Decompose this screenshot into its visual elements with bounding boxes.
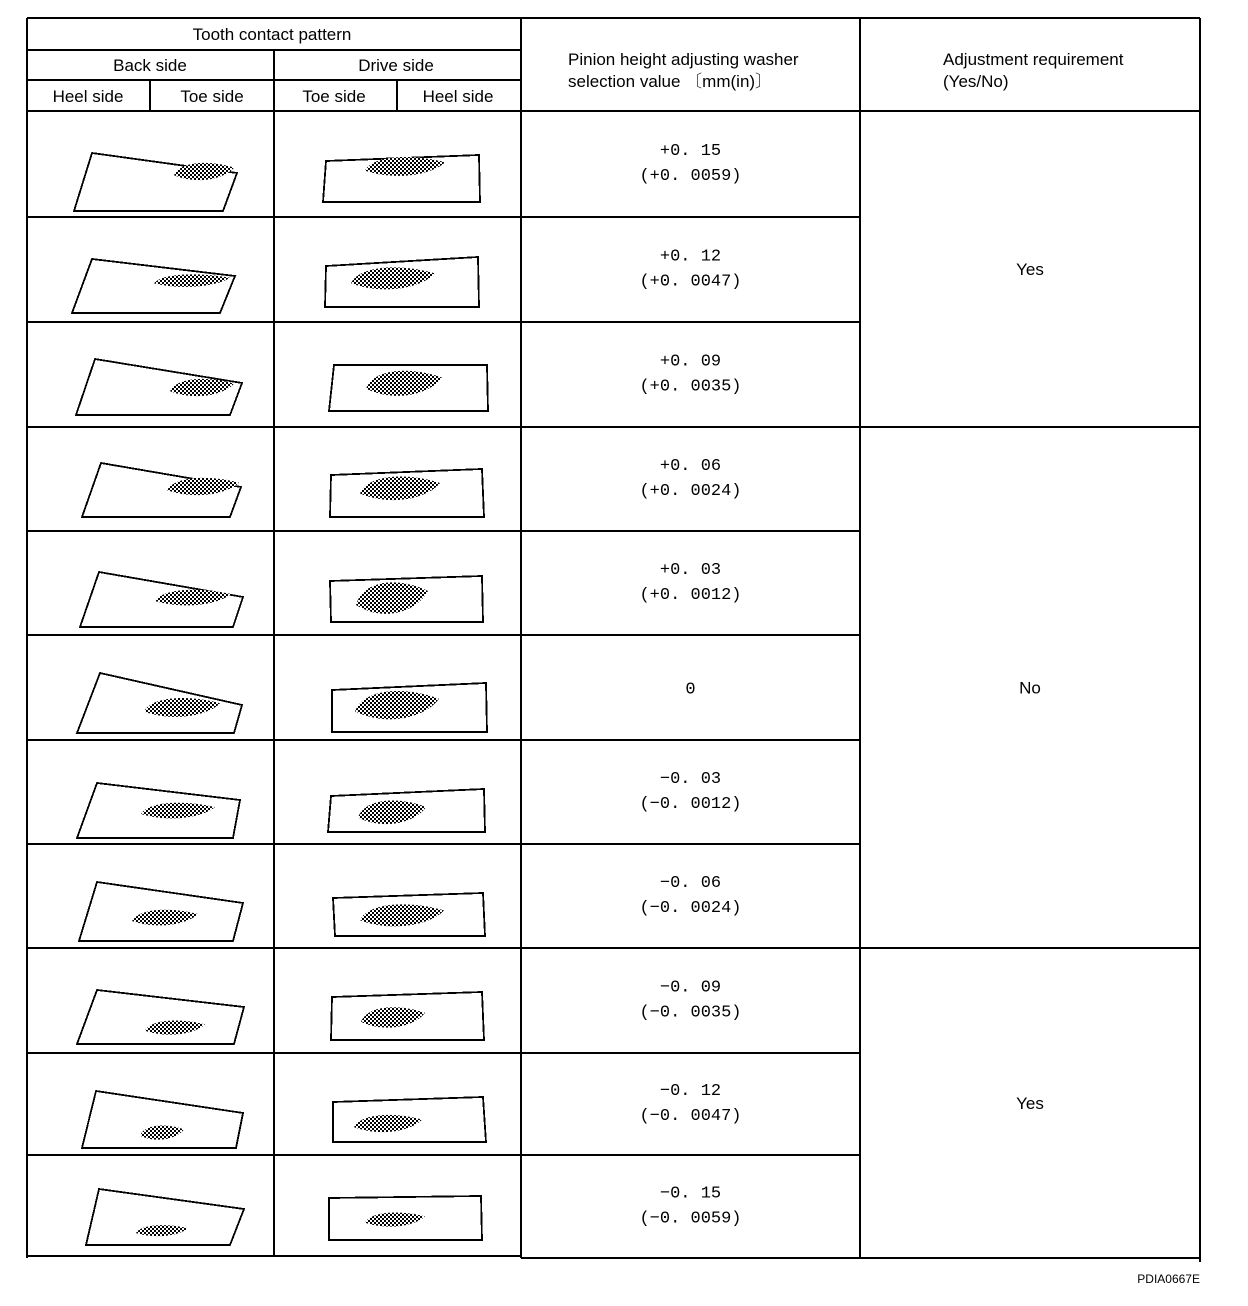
- header-tooth-contact-pattern: Tooth contact pattern: [192, 25, 352, 44]
- washer-value-mm: −0. 15: [659, 1184, 722, 1204]
- drive-side-contact-diagram-8: [333, 893, 485, 936]
- drive-side-contact-diagram-2: [325, 257, 479, 307]
- header-back-heel-side: Heel side: [52, 87, 124, 106]
- figure-code: PDIA0667E: [1137, 1272, 1200, 1286]
- header-back-side: Back side: [113, 56, 187, 75]
- washer-value-mm: +0. 12: [659, 247, 722, 267]
- washer-value-in: (−0. 0035): [639, 1003, 742, 1023]
- washer-value-mm: +0. 15: [659, 142, 722, 161]
- contact-pattern-diagrams: [72, 153, 488, 1245]
- washer-value-in: (−0. 0047): [639, 1107, 742, 1126]
- washer-value-in: (+0. 0024): [639, 482, 742, 501]
- back-side-contact-diagram-7: [77, 783, 240, 838]
- back-side-contact-diagram-5: [80, 572, 243, 627]
- adjustment-label-2: No: [1019, 678, 1041, 698]
- washer-value-in: (+0. 0059): [639, 167, 742, 186]
- washer-value-mm: −0. 09: [659, 978, 722, 998]
- back-side-contact-diagram-2: [72, 259, 235, 313]
- drive-side-contact-diagram-11: [329, 1196, 482, 1240]
- back-side-tooth-outline: [72, 259, 235, 313]
- drive-side-contact-diagram-10: [333, 1097, 486, 1142]
- header-washer-line2: selection value 〔mm(in)〕: [568, 72, 773, 91]
- drive-side-contact-diagram-4: [330, 469, 484, 517]
- header-drive-side: Drive side: [358, 56, 434, 75]
- washer-value-in: (−0. 0024): [639, 899, 742, 918]
- washer-value-mm: +0. 09: [659, 352, 722, 372]
- drive-side-contact-diagram-9: [331, 992, 484, 1040]
- back-side-tooth-outline: [86, 1189, 244, 1245]
- washer-value-in: (+0. 0047): [639, 272, 742, 292]
- drive-side-contact-diagram-5: [330, 576, 483, 622]
- back-side-contact-diagram-3: [76, 359, 242, 415]
- back-side-contact-diagram-4: [82, 463, 241, 517]
- back-side-contact-diagram-1: [74, 153, 237, 211]
- washer-value-mm: 0: [685, 680, 696, 700]
- header-back-toe-side: Toe side: [180, 87, 244, 106]
- washer-value-in: (−0. 0012): [639, 795, 742, 814]
- back-side-contact-diagram-6: [77, 673, 242, 733]
- back-side-contact-diagram-9: [77, 990, 244, 1044]
- washer-value-mm: −0. 03: [659, 770, 722, 789]
- back-side-tooth-outline: [74, 153, 237, 211]
- drive-side-contact-diagram-1: [323, 155, 480, 202]
- header-adjustment-line2: (Yes/No): [943, 72, 1009, 91]
- back-side-contact-diagram-10: [82, 1091, 243, 1148]
- drive-side-contact-diagram-3: [329, 365, 488, 411]
- header-washer-line1: Pinion height adjusting washer: [568, 50, 799, 69]
- back-side-contact-diagram-8: [79, 882, 243, 941]
- washer-value-in: (+0. 0012): [639, 586, 742, 605]
- washer-value-in: (−0. 0059): [639, 1209, 742, 1229]
- washer-value-mm: +0. 06: [659, 457, 722, 476]
- adjustment-label-3: Yes: [1016, 1094, 1044, 1113]
- header-drive-heel-side: Heel side: [422, 87, 494, 106]
- adjustment-labels: [1016, 260, 1044, 1113]
- header-drive-toe-side: Toe side: [302, 87, 366, 106]
- header-adjustment-line1: Adjustment requirement: [943, 50, 1124, 69]
- washer-values: [639, 142, 741, 1229]
- washer-value-mm: +0. 03: [659, 561, 722, 580]
- washer-value-mm: −0. 12: [659, 1082, 722, 1101]
- drive-side-contact-diagram-7: [328, 789, 485, 832]
- drive-side-contact-diagram-6: [332, 683, 487, 732]
- washer-value-mm: −0. 06: [659, 874, 722, 893]
- back-side-contact-diagram-11: [86, 1189, 244, 1245]
- adjustment-label-1: Yes: [1016, 260, 1044, 279]
- washer-value-in: (+0. 0035): [639, 377, 742, 397]
- back-side-tooth-outline: [77, 990, 244, 1044]
